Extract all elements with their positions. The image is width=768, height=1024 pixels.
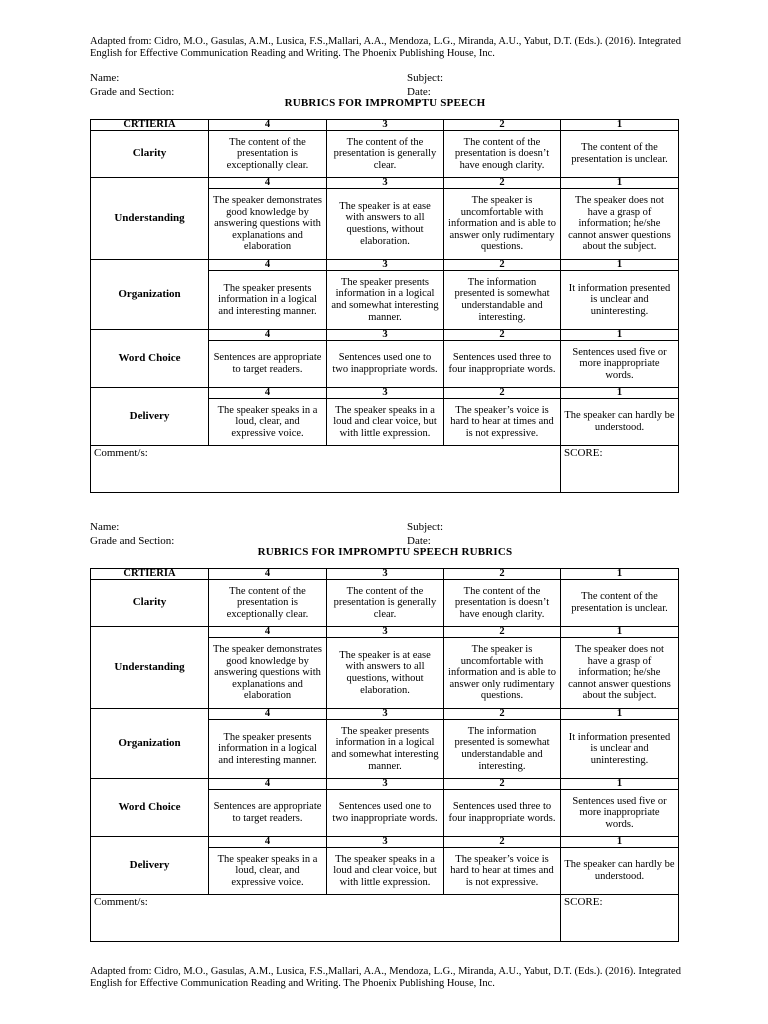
score-header-2: 2: [444, 779, 561, 790]
rubric-cell: [209, 790, 327, 837]
rubric-cell: [209, 720, 327, 779]
rubric-cell: [327, 580, 444, 627]
score-header-4: 4: [209, 779, 327, 790]
score-header-2: 2: [444, 709, 561, 720]
score-header-2: 2: [444, 260, 561, 271]
rubric-cell: [209, 271, 327, 330]
subject-label: Subject:: [407, 521, 444, 533]
comments-label: Comment/s:: [94, 447, 148, 459]
score-header-2: 2: [444, 837, 561, 848]
comments-label: Comment/s:: [94, 896, 148, 908]
cell-text: The speaker presents information in a logical and somewhat interesting manner.: [331, 725, 439, 772]
score-label: SCORE:: [564, 447, 603, 459]
rubric-cell: [561, 189, 679, 260]
score-header-3: 3: [327, 837, 444, 848]
score-header-3: 3: [327, 120, 444, 131]
cell-text: The information presented is somewhat understandable and interesting.: [454, 276, 550, 323]
score-header-1: 1: [561, 779, 679, 790]
score-header-4: 4: [209, 330, 327, 341]
rubric-cell: [444, 848, 561, 895]
criterion-understanding: Understanding: [91, 178, 209, 260]
score-header-3: 3: [327, 178, 444, 189]
score-header-3: 3: [327, 330, 444, 341]
cell-text: The content of the presentation is generally clear.: [333, 585, 437, 620]
cell-text: The speaker’s voice is hard to hear at times and is not expressive.: [450, 404, 554, 439]
rubric-cell: [561, 341, 679, 388]
cell-text: The content of the presentation is exceptionally clear.: [226, 136, 309, 171]
rubric-cell: [561, 580, 679, 627]
cell-text: The speaker is at ease with answers to all questions, without elaboration.: [339, 200, 431, 247]
cell-text: Sentences are appropriate to target readers.: [213, 801, 322, 824]
cell-text: The speaker speaks in a loud, clear, and expressive voice.: [217, 404, 318, 439]
rubric-cell: [561, 399, 679, 446]
cell-text: Sentences used one to two inappropriate words.: [332, 801, 438, 824]
cell-text: The content of the presentation is unclear.: [571, 591, 668, 614]
citation-top: Adapted from: Cidro, M.O., Gasulas, A.M., Lusica, F.S.,Mallari, A.A., Mendoza, L.G., Miranda, A.U., Yabut, D.T. (Eds.). (2016). Integrated English for Effective Communication Reading and Writing. The Phoenix Publishing House, Inc.: [90, 36, 681, 59]
score-header-1: 1: [561, 837, 679, 848]
cell-text: The speaker demonstrates good knowledge by answering questions with explanations and elaboration: [212, 644, 323, 702]
score-header-2: 2: [444, 388, 561, 399]
score-header-2: 2: [444, 330, 561, 341]
rubric-cell: [327, 341, 444, 388]
rubric-title: RUBRICS FOR IMPROMPTU SPEECH RUBRICS: [257, 546, 513, 558]
cell-text: The content of the presentation is doesn’t have enough clarity.: [454, 585, 550, 620]
rubric-cell: [444, 638, 561, 709]
rubric-cell: [561, 720, 679, 779]
rubric-cell: [561, 638, 679, 709]
rubric-cell: [561, 848, 679, 895]
rubric-cell: [561, 131, 679, 178]
grade-section-label: Grade and Section:: [90, 535, 175, 547]
score-header-1: 1: [561, 120, 679, 131]
rubric-cell: [327, 399, 444, 446]
cell-text: The speaker is uncomfortable with information and is able to answer only rudimentary questions.: [448, 195, 556, 253]
score-header-4: 4: [209, 569, 327, 580]
cell-text: The speaker is uncomfortable with information and is able to answer only rudimentary questions.: [448, 644, 556, 702]
score-label: SCORE:: [564, 896, 603, 908]
rubric-cell: [209, 131, 327, 178]
cell-text: It information presented is unclear and uninteresting.: [568, 731, 671, 766]
rubric-cell: [327, 638, 444, 709]
rubric-table: [90, 119, 679, 493]
criterion-clarity: Clarity: [91, 580, 209, 627]
rubric-cell: [209, 580, 327, 627]
score-header-1: 1: [561, 260, 679, 271]
score-header-1: 1: [561, 330, 679, 341]
rubric-cell: [327, 189, 444, 260]
rubric-cell: [209, 848, 327, 895]
criterion-word-choice: Word Choice: [91, 330, 209, 388]
date-label: Date:: [407, 535, 431, 547]
score-header-2: 2: [444, 178, 561, 189]
name-label: Name:: [90, 72, 120, 84]
cell-text: The speaker demonstrates good knowledge by answering questions with explanations and elaboration: [212, 195, 323, 253]
cell-text: It information presented is unclear and uninteresting.: [568, 282, 671, 317]
score-header-1: 1: [561, 178, 679, 189]
score-header-1: 1: [561, 569, 679, 580]
cell-text: Sentences are appropriate to target readers.: [213, 352, 322, 375]
cell-text: The speaker can hardly be understood.: [564, 410, 675, 433]
criterion-word-choice: Word Choice: [91, 779, 209, 837]
subject-label: Subject:: [407, 72, 444, 84]
score-field[interactable]: [561, 446, 679, 493]
criterion-organization: Organization: [91, 709, 209, 779]
rubric-cell: [561, 271, 679, 330]
score-header-2: 2: [444, 627, 561, 638]
score-header-4: 4: [209, 837, 327, 848]
criterion-delivery: Delivery: [91, 837, 209, 895]
cell-text: Sentences used five or more inappropriate words.: [572, 795, 667, 830]
cell-text: The speaker does not have a grasp of information; he/she cannot answer questions about the subject.: [568, 644, 671, 702]
rubric-title: RUBRICS FOR IMPROMPTU SPEECH: [284, 97, 486, 109]
date-label: Date:: [407, 86, 431, 98]
rubric-cell: [444, 399, 561, 446]
score-header-3: 3: [327, 260, 444, 271]
rubric-cell: [444, 341, 561, 388]
cell-text: The content of the presentation is exceptionally clear.: [226, 585, 309, 620]
score-header-3: 3: [327, 627, 444, 638]
name-label: Name:: [90, 521, 120, 533]
score-header-4: 4: [209, 709, 327, 720]
rubric-cell: [209, 341, 327, 388]
rubric-cell: [327, 720, 444, 779]
grade-section-label: Grade and Section:: [90, 86, 175, 98]
rubric-cell: [327, 271, 444, 330]
cell-text: The content of the presentation is unclear.: [571, 142, 668, 165]
rubric-cell: [327, 790, 444, 837]
cell-text: Sentences used one to two inappropriate words.: [332, 352, 438, 375]
score-header-1: 1: [561, 388, 679, 399]
cell-text: The speaker speaks in a loud and clear voice, but with little expression.: [333, 404, 437, 439]
rubric-cell: [209, 189, 327, 260]
rubric-cell: [444, 271, 561, 330]
rubric-table: [90, 568, 679, 942]
score-header-2: 2: [444, 120, 561, 131]
comments-field[interactable]: [91, 446, 561, 493]
cell-text: The content of the presentation is generally clear.: [333, 136, 437, 171]
score-header-2: 2: [444, 569, 561, 580]
citation-bottom: Adapted from: Cidro, M.O., Gasulas, A.M., Lusica, F.S.,Mallari, A.A., Mendoza, L.G., Miranda, A.U., Yabut, D.T. (Eds.). (2016). Integrated English for Effective Communication Reading and Writing. The Phoenix Publishing House, Inc.: [90, 966, 681, 989]
criterion-delivery: Delivery: [91, 388, 209, 446]
score-header-4: 4: [209, 260, 327, 271]
score-header-4: 4: [209, 388, 327, 399]
score-header-4: 4: [209, 178, 327, 189]
cell-text: The speaker does not have a grasp of information; he/she cannot answer questions about the subject.: [568, 195, 671, 253]
rubric-cell: [444, 790, 561, 837]
rubric-cell: [561, 790, 679, 837]
cell-text: The speaker can hardly be understood.: [564, 859, 675, 882]
score-field[interactable]: [561, 895, 679, 942]
rubric-cell: [209, 399, 327, 446]
rubric-cell: [444, 580, 561, 627]
comments-field[interactable]: [91, 895, 561, 942]
criterion-organization: Organization: [91, 260, 209, 330]
score-header-3: 3: [327, 388, 444, 399]
rubric-cell: [327, 131, 444, 178]
criterion-clarity: Clarity: [91, 131, 209, 178]
score-header-4: 4: [209, 120, 327, 131]
cell-text: Sentences used five or more inappropriate words.: [572, 346, 667, 381]
cell-text: The speaker presents information in a logical and somewhat interesting manner.: [331, 276, 439, 323]
score-header-3: 3: [327, 779, 444, 790]
score-header-3: 3: [327, 709, 444, 720]
rubric-cell: [209, 638, 327, 709]
rubric-cell: [327, 848, 444, 895]
criteria-header: CRTIERIA: [91, 120, 209, 131]
cell-text: Sentences used three to four inappropriate words.: [448, 352, 556, 375]
cell-text: The speaker speaks in a loud and clear voice, but with little expression.: [333, 853, 437, 888]
rubric-cell: [444, 720, 561, 779]
score-header-4: 4: [209, 627, 327, 638]
cell-text: The speaker speaks in a loud, clear, and expressive voice.: [217, 853, 318, 888]
rubric-cell: [444, 189, 561, 260]
score-header-1: 1: [561, 627, 679, 638]
score-header-3: 3: [327, 569, 444, 580]
cell-text: Sentences used three to four inappropriate words.: [448, 801, 556, 824]
score-header-1: 1: [561, 709, 679, 720]
criterion-understanding: Understanding: [91, 627, 209, 709]
cell-text: The speaker presents information in a logical and interesting manner.: [218, 731, 317, 766]
cell-text: The speaker presents information in a logical and interesting manner.: [218, 282, 317, 317]
cell-text: The information presented is somewhat understandable and interesting.: [454, 725, 550, 772]
rubric-cell: [444, 131, 561, 178]
cell-text: The speaker is at ease with answers to all questions, without elaboration.: [339, 649, 431, 696]
criteria-header: CRTIERIA: [91, 569, 209, 580]
cell-text: The speaker’s voice is hard to hear at times and is not expressive.: [450, 853, 554, 888]
cell-text: The content of the presentation is doesn’t have enough clarity.: [454, 136, 550, 171]
